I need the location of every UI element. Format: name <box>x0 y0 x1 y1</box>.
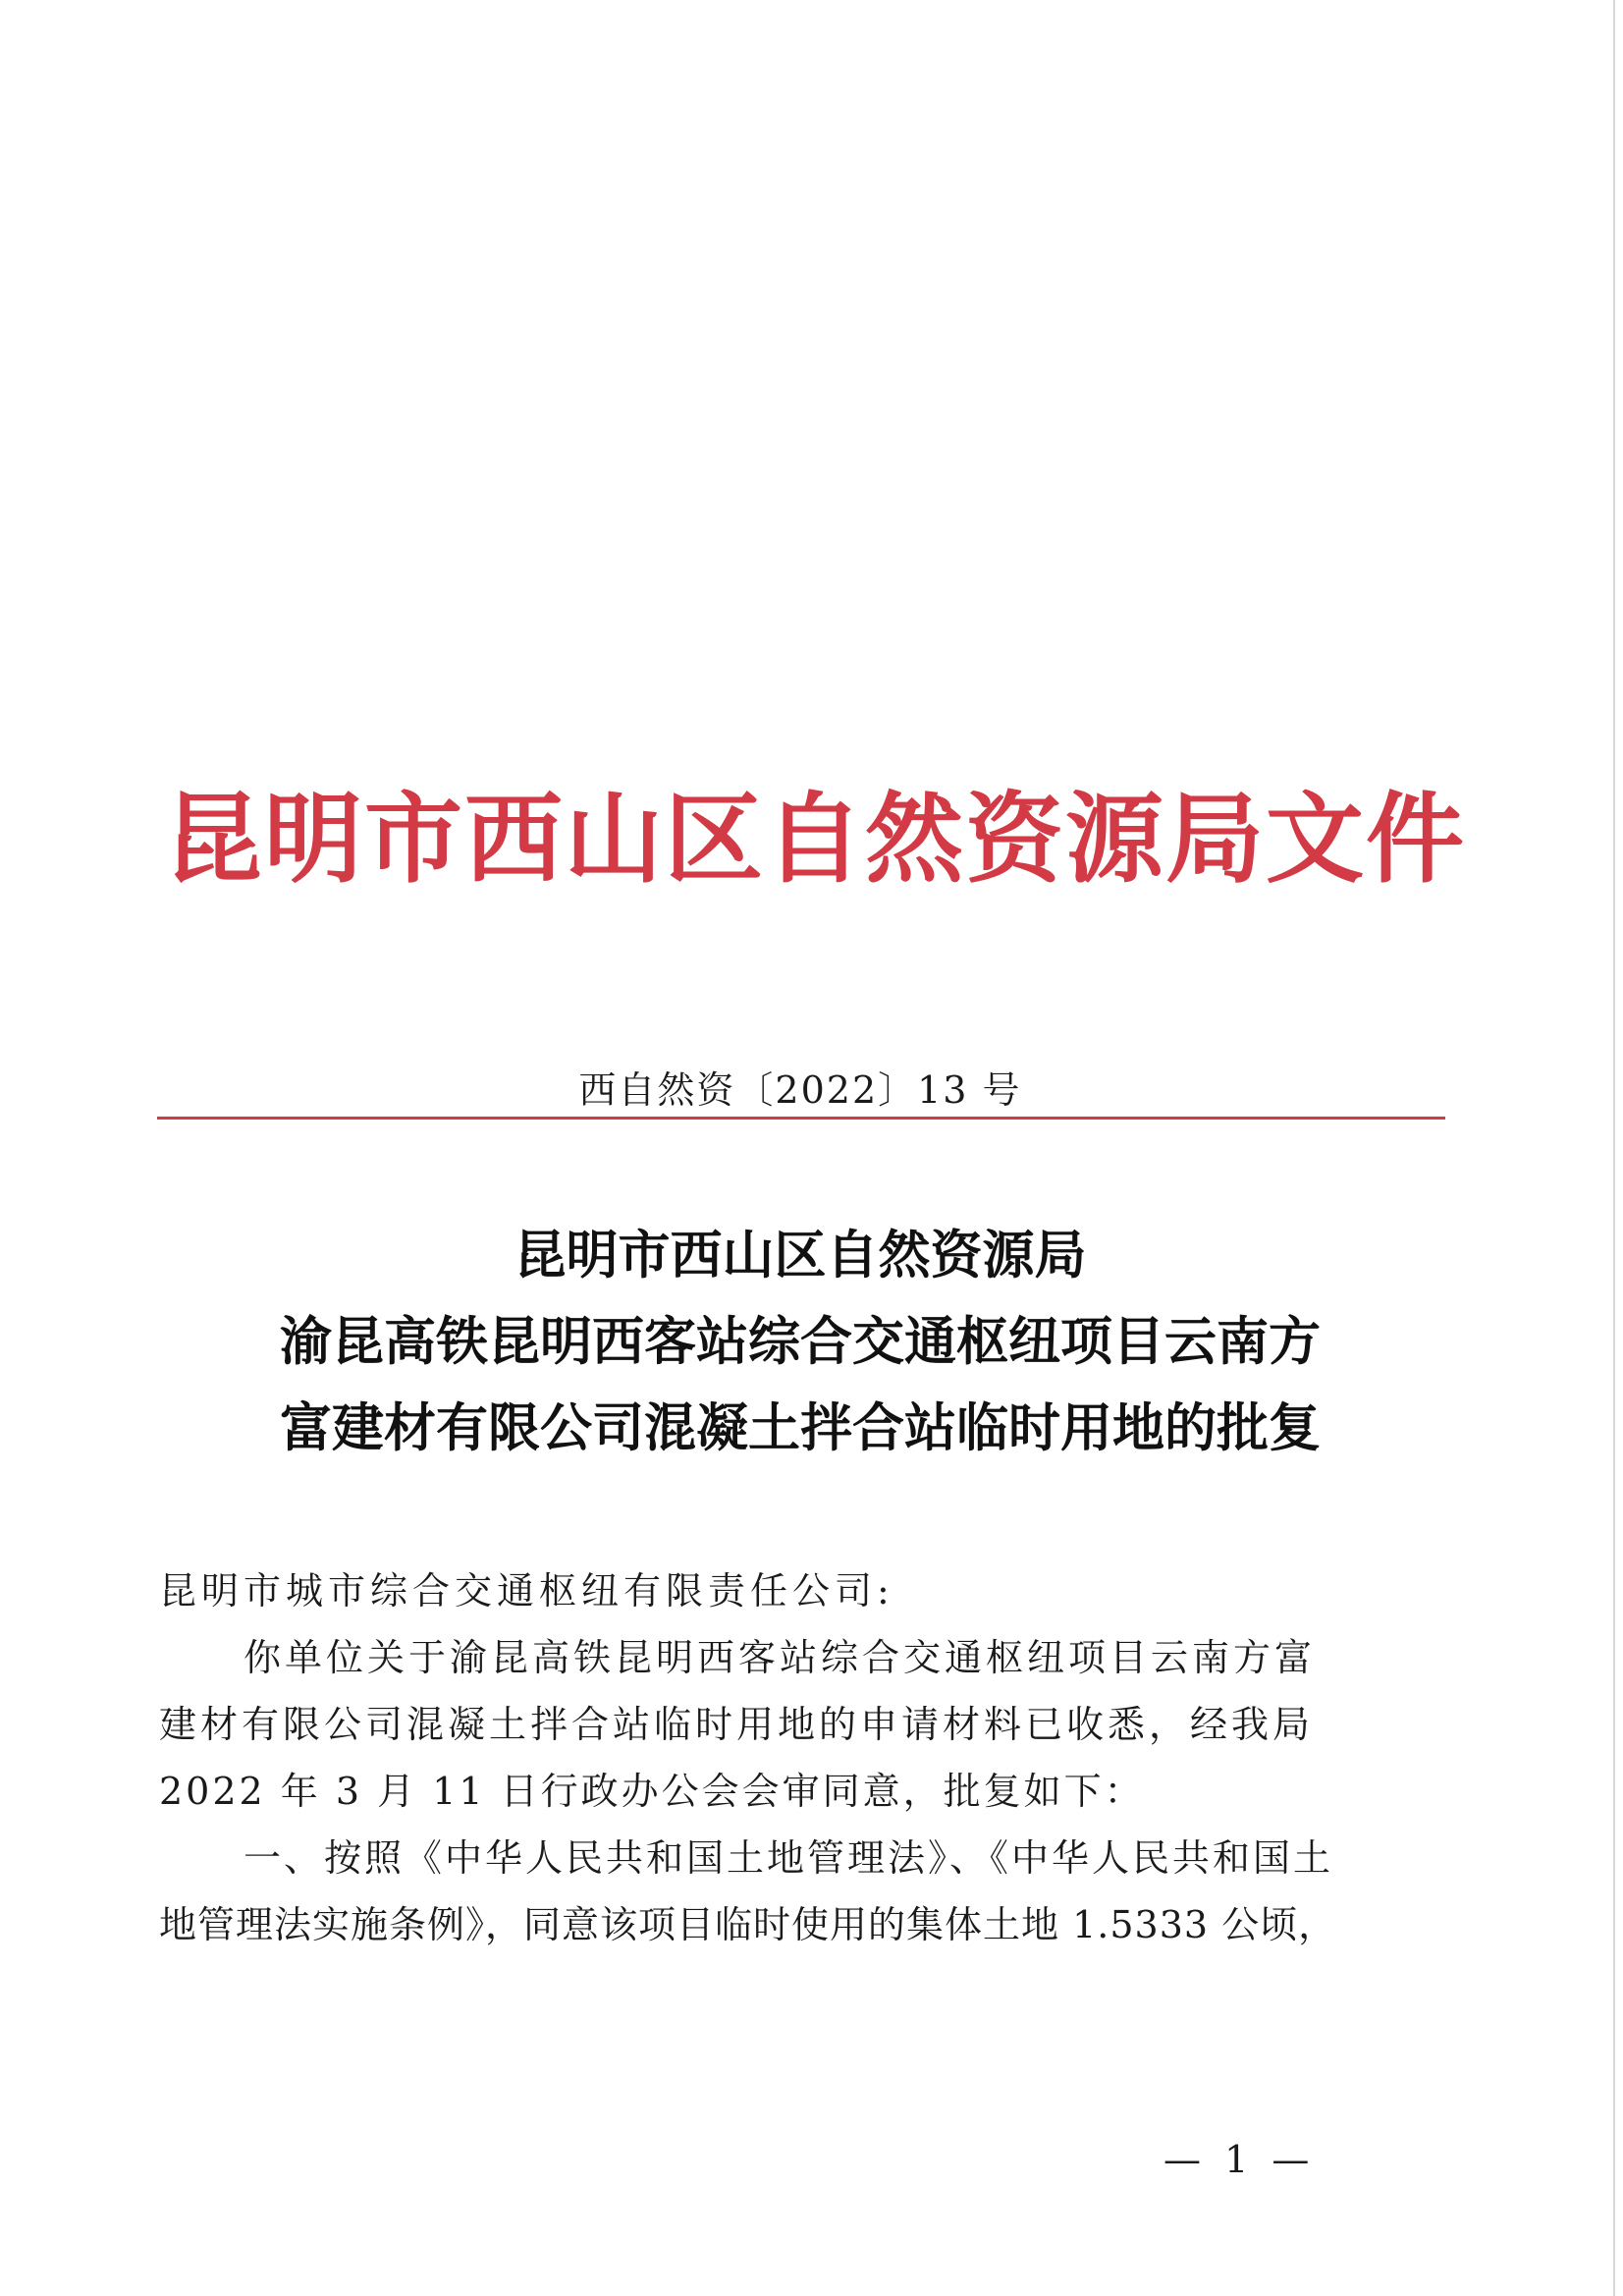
document-number: 西自然资〔2022〕13 号 <box>578 1068 1022 1112</box>
recipient-salutation: 昆明市城市综合交通枢纽有限责任公司: <box>159 1569 894 1613</box>
body-text-line: 建材有限公司混凝土拌合站临时用地的申请材料已收悉，经我局 <box>159 1703 1315 1746</box>
document-title-line: 富建材有限公司混凝土拌合站临时用地的批复 <box>280 1398 1321 1458</box>
body-text-line: 你单位关于渝昆高铁昆明西客站综合交通枢纽项目云南方富 <box>243 1636 1317 1679</box>
document-title-line: 昆明市西山区自然资源局 <box>514 1226 1087 1285</box>
body-text-line: 地管理法实施条例》，同意该项目临时使用的集体土地 1.5333 公顷， <box>159 1903 1337 1946</box>
document-title-line: 渝昆高铁昆明西客站综合交通枢纽项目云南方 <box>280 1312 1321 1372</box>
body-text-line: 一、按照《中华人民共和国土地管理法》、《中华人民共和国土 <box>243 1836 1334 1880</box>
issuing-authority-header: 昆明市西山区自然资源局文件 <box>164 782 1466 897</box>
page-number: — 1 — <box>1163 2138 1316 2181</box>
body-text-line: 2022 年 3 月 11 日行政办公会会审同意，批复如下： <box>159 1770 1145 1813</box>
document-title <box>157 1213 1443 1472</box>
scan-edge-line <box>1613 0 1615 2296</box>
red-divider-rule <box>157 1117 1445 1120</box>
